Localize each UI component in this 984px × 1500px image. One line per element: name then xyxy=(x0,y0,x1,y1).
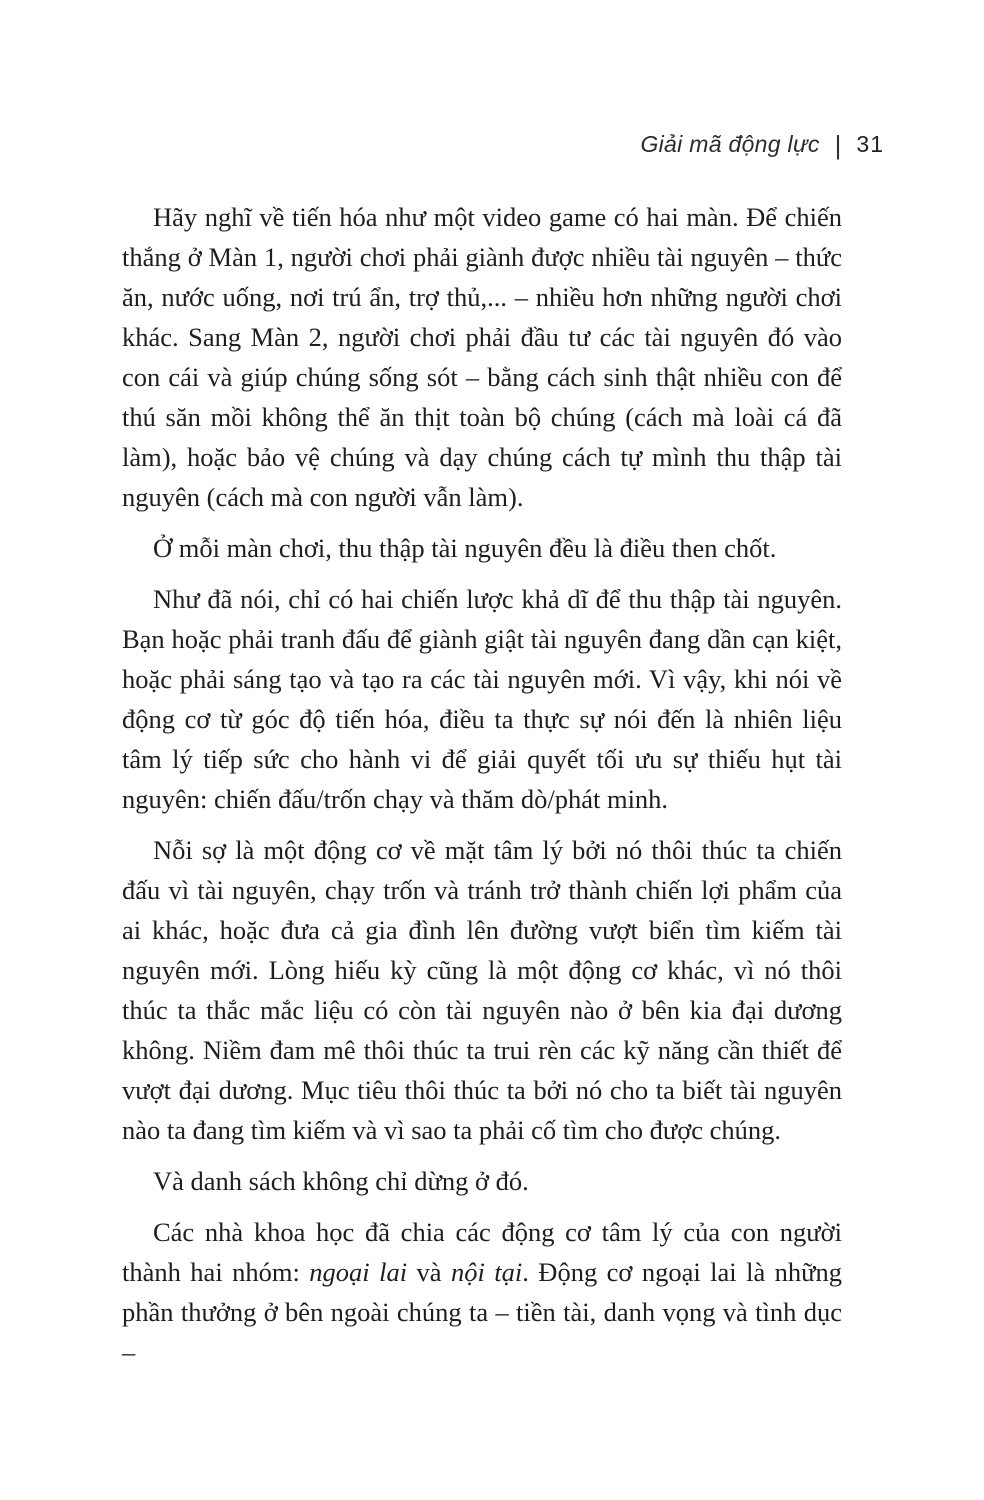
text-segment: Nỗi sợ là một động cơ về mặt tâm lý bởi nó thôi thúc ta chiến đấu vì tài nguyên, chạy trốn và tránh trở thành chiến lợi phẩm của ai khác, hoặc đưa cả gia đình lên đường vượt biển tìm kiếm tài nguyên mới. Lòng hiếu kỳ cũng là một động cơ khác, vì nó thôi thúc ta thắc mắc liệu có còn tài nguyên nào ở bên kia đại dương không. Niềm đam mê thôi thúc ta trui rèn các kỹ năng cần thiết để vượt đại dương. Mục tiêu thôi thúc ta bởi nó cho ta biết tài nguyên nào ta đang tìm kiếm và vì sao ta phải cố tìm cho được chúng. xyxy=(122,835,842,1145)
text-segment: và xyxy=(407,1257,451,1287)
paragraph xyxy=(122,830,842,1150)
italic-term: ngoại lai xyxy=(309,1257,408,1287)
paragraph xyxy=(122,528,842,568)
text-segment: Các nhà khoa học đã chia các động cơ tâm lý của con người thành hai nhóm: xyxy=(122,1217,842,1287)
text-segment: Ở mỗi màn chơi, thu thập tài nguyên đều là điều then chốt. xyxy=(153,533,777,563)
page-number: 31 xyxy=(856,131,884,157)
paragraph xyxy=(122,1212,842,1372)
text-segment: . Động cơ ngoại lai là những phần thưởng ở bên ngoài chúng ta – tiền tài, danh vọng và tình dục – xyxy=(122,1257,843,1367)
paragraph xyxy=(122,1161,842,1201)
text-segment: Và danh sách không chỉ dừng ở đó. xyxy=(153,1166,529,1196)
paragraph xyxy=(122,197,842,517)
page-body xyxy=(122,197,842,1372)
italic-term: nội tại xyxy=(450,1257,523,1287)
running-title: Giải mã động lực xyxy=(640,131,820,157)
paragraph xyxy=(122,579,842,819)
text-segment: Hãy nghĩ về tiến hóa như một video game có hai màn. Để chiến thắng ở Màn 1, người chơi phải giành được nhiều tài nguyên – thức ăn, nước uống, nơi trú ẩn, trợ thủ,... – nhiều hơn những người chơi khác. Sang Màn 2, người chơi phải đầu tư các tài nguyên đó vào con cái và giúp chúng sống sót – bằng cách sinh thật nhiều con để thú săn mồi không thể ăn thịt toàn bộ chúng (cách mà loài cá đã làm), hoặc bảo vệ chúng và dạy chúng cách tự mình thu thập tài nguyên (cách mà con người vẫn làm). xyxy=(122,202,842,512)
header-separator-bar: | xyxy=(834,130,842,160)
text-segment: Như đã nói, chỉ có hai chiến lược khả dĩ để thu thập tài nguyên. Bạn hoặc phải tranh đấu để giành giật tài nguyên đang dần cạn kiệt, hoặc phải sáng tạo và tạo ra các tài nguyên mới. Vì vậy, khi nói về động cơ từ góc độ tiến hóa, điều ta thực sự nói đến là nhiên liệu tâm lý tiếp sức cho hành vi để giải quyết tối ưu sự thiếu hụt tài nguyên: chiến đấu/trốn chạy và thăm dò/phát minh. xyxy=(122,584,842,814)
page-header xyxy=(640,128,884,159)
